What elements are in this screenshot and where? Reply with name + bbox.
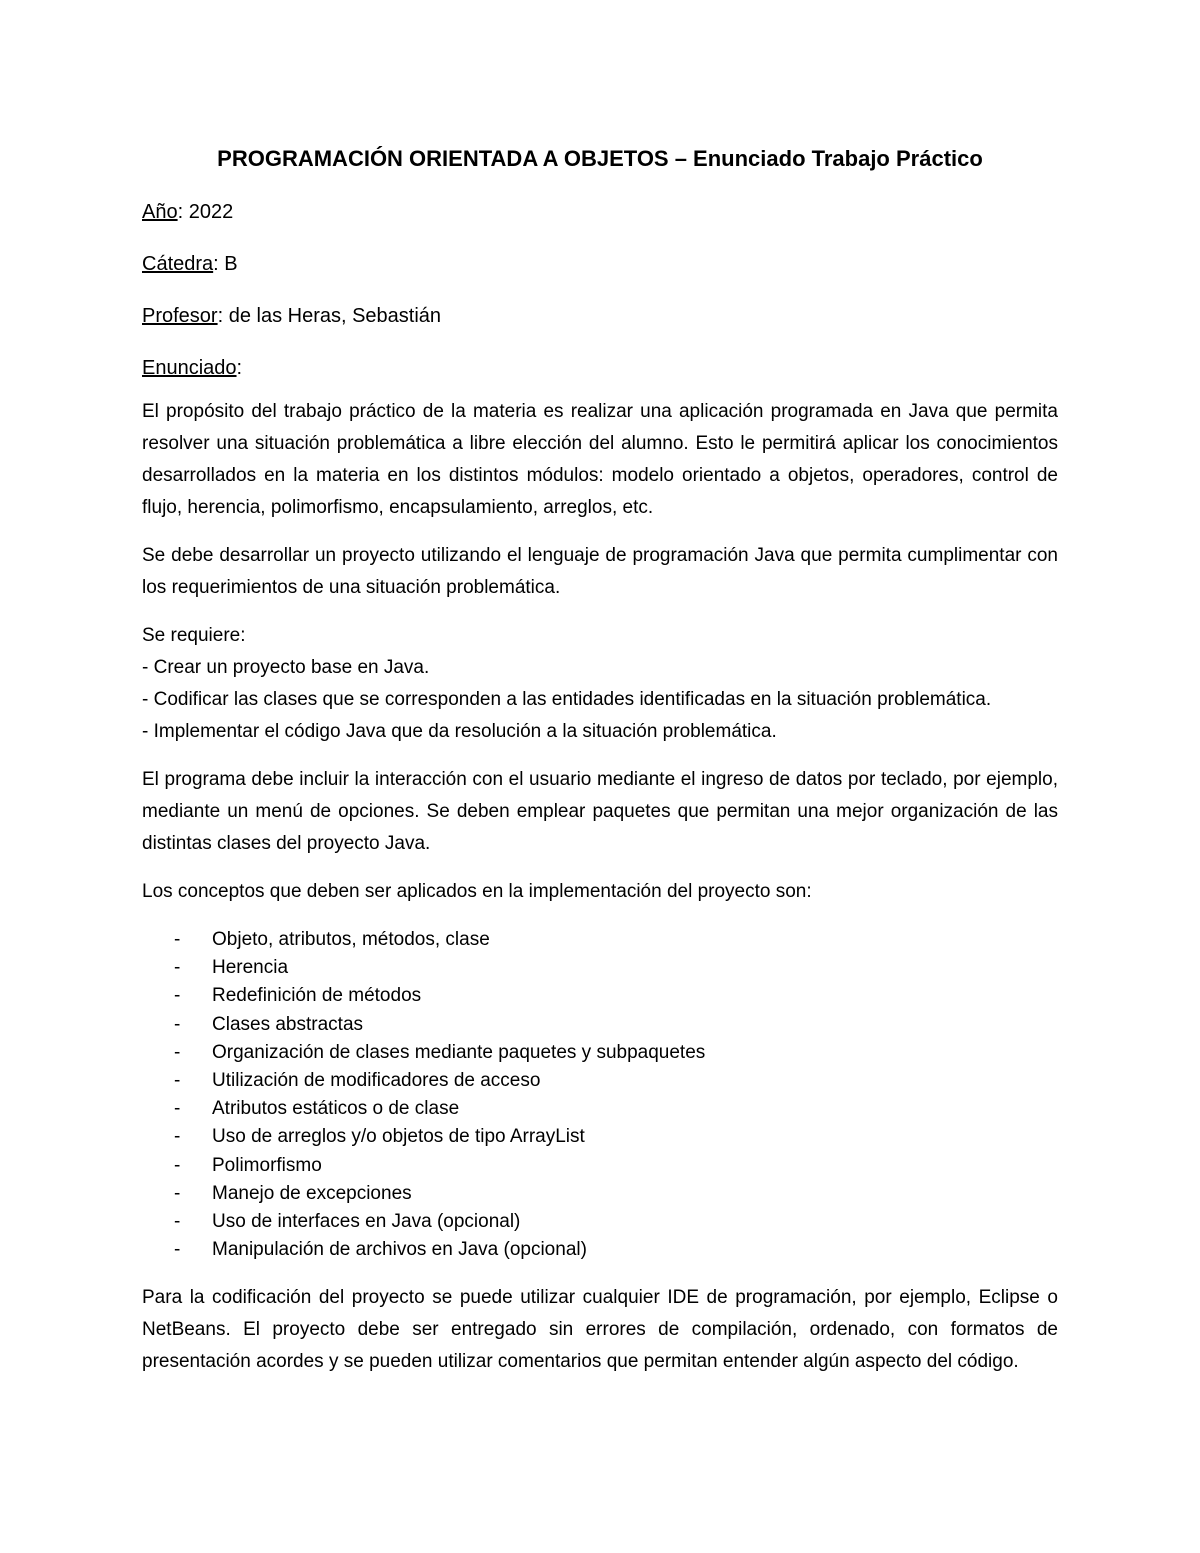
statement-label: Enunciado (142, 357, 237, 379)
year-label: Año (142, 201, 178, 223)
concept-text: Atributos estáticos o de clase (212, 1098, 460, 1120)
program-paragraph: El programa debe incluir la interacción con el usuario mediante el ingreso de datos por teclado, por ejemplo, mediante un menú de opciones. Se deben emplear paquetes que permitan una mejor organización de las distintas clases del proyecto Java. (142, 769, 1058, 854)
dash-bullet: - (174, 1211, 181, 1233)
dash-bullet: - (174, 1070, 181, 1092)
requirements-block (142, 620, 1058, 748)
dash-bullet: - (174, 1154, 181, 1176)
concept-text: Objeto, atributos, métodos, clase (212, 929, 490, 950)
dash-bullet: - (174, 1239, 181, 1261)
concept-text: Uso de arreglos y/o objetos de tipo ArrayList (212, 1126, 585, 1148)
document-page (142, 130, 1058, 1378)
dash-bullet: - (174, 957, 181, 979)
concept-item (142, 982, 1058, 1010)
concept-item (142, 1095, 1058, 1123)
concept-item (142, 954, 1058, 982)
dash-bullet: - (174, 929, 181, 950)
concept-text: Herencia (212, 957, 289, 979)
dash-bullet: - (174, 1182, 181, 1204)
requirements-intro: Se requiere: (142, 625, 246, 646)
concept-text: Redefinición de métodos (212, 985, 422, 1007)
concept-item (142, 1236, 1058, 1264)
concept-text: Clases abstractas (212, 1013, 364, 1035)
year-field (142, 194, 1058, 230)
concept-text: Organización de clases mediante paquetes y subpaquetes (212, 1041, 706, 1063)
concept-text: Manejo de excepciones (212, 1182, 412, 1204)
concepts-intro: Los conceptos que deben ser aplicados en la implementación del proyecto son: (142, 881, 812, 902)
dash-bullet: - (174, 985, 181, 1007)
chair-value: : B (213, 253, 238, 275)
concept-item (142, 926, 1058, 954)
concept-text: Utilización de modificadores de acceso (212, 1070, 541, 1092)
dash-bullet: - (174, 1013, 181, 1035)
concept-text: Uso de interfaces en Java (opcional) (212, 1211, 521, 1233)
year-value: : 2022 (177, 201, 234, 223)
project-paragraph: Se debe desarrollar un proyecto utilizando el lenguaje de programación Java que permita cumplimentar con los requerimientos de una situación problemática. (142, 545, 1058, 598)
concept-item (142, 1123, 1058, 1151)
closing-paragraph: Para la codificación del proyecto se puede utilizar cualquier IDE de programación, por ejemplo, Eclipse o NetBeans. El proyecto debe ser entregado sin errores de compilación, ordenado, con formatos de presentación acordes y se pueden utilizar comentarios que permitan entender algún aspecto del código. (142, 1287, 1058, 1373)
concept-text: Polimorfismo (212, 1154, 322, 1176)
concept-item (142, 1152, 1058, 1180)
concept-item (142, 1011, 1058, 1039)
chair-field (142, 246, 1058, 282)
concept-text: Manipulación de archivos en Java (opcional) (212, 1239, 587, 1261)
dash-bullet: - (174, 1041, 181, 1063)
professor-value: : de las Heras, Sebastián (217, 305, 442, 327)
requirement-item: - Codificar las clases que se corresponden a las entidades identificadas en la situación problemática. (142, 689, 992, 710)
statement-field (142, 350, 1058, 386)
concept-item (142, 1180, 1058, 1208)
requirement-item: - Crear un proyecto base en Java. (142, 657, 430, 678)
document-title: PROGRAMACIÓN ORIENTADA A OBJETOS – Enunciado Trabajo Práctico (217, 146, 983, 171)
dash-bullet: - (174, 1126, 181, 1148)
professor-field (142, 298, 1058, 334)
concepts-list (142, 926, 1058, 1264)
requirement-item: - Implementar el código Java que da resolución a la situación problemática. (142, 721, 777, 742)
statement-value: : (236, 357, 243, 379)
concept-item (142, 1067, 1058, 1095)
professor-label: Profesor (142, 305, 218, 327)
chair-label: Cátedra (142, 253, 214, 275)
dash-bullet: - (174, 1098, 181, 1120)
concept-item (142, 1208, 1058, 1236)
purpose-paragraph: El propósito del trabajo práctico de la materia es realizar una aplicación programada en Java que permita resolver una situación problemática a libre elección del alumno. Esto le permitirá aplicar los conocimientos desarrollados en la materia en los distintos módulos: modelo orientado a objetos, operadores, control de flujo, herencia, polimorfismo, encapsulamiento, arreglos, etc. (142, 401, 1058, 518)
concept-item (142, 1039, 1058, 1067)
